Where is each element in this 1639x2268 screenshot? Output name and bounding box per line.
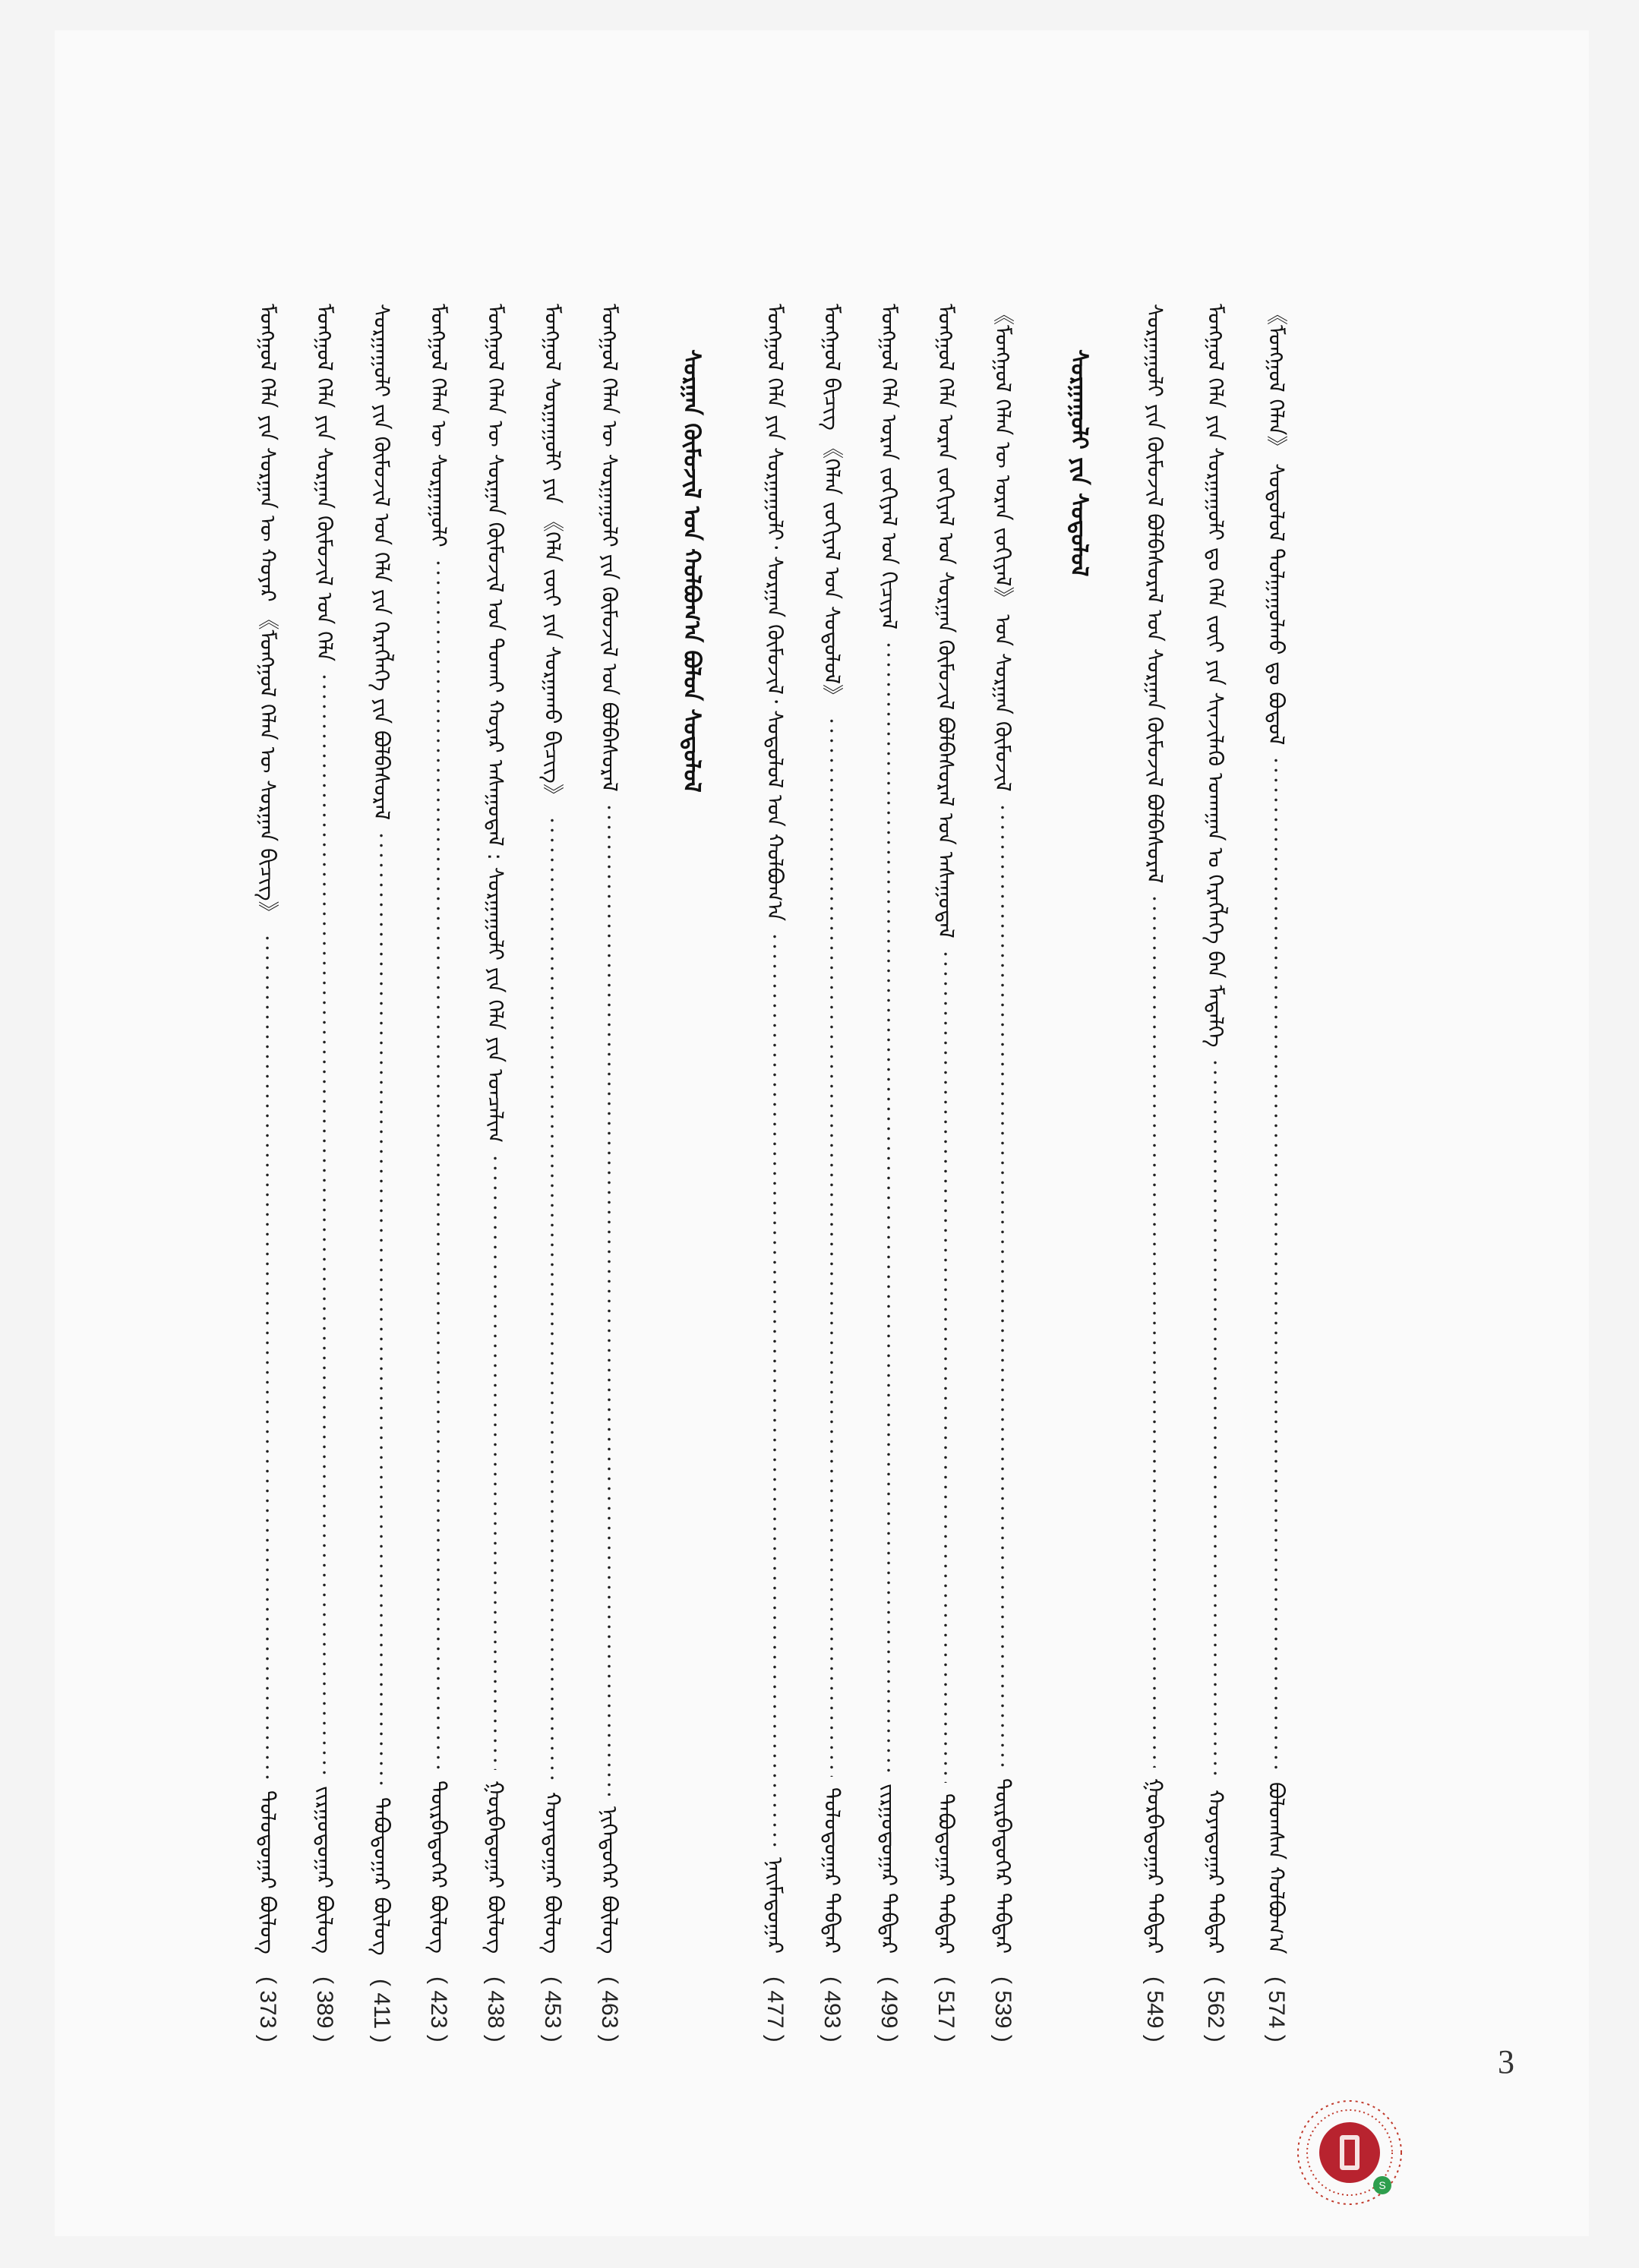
page-ref: ( 438 ) <box>483 1976 508 2042</box>
entry-title: ᠮᠣᠩᠭᠣᠯ ᠪᠢᠴᠢᠭ᠌ 《ᠬᠡᠯᠡᠨ ᠵᠣᠬᠢᠶᠠᠯ ᠤᠨ ᠰᠤᠳᠤᠯᠤᠯ》 <box>820 304 845 706</box>
entry-chapter: ᠪᠣᠯᠤᠭᠰᠠᠨ ᠬᠣᠯᠪᠣᠭ᠎ᠠ <box>1264 1781 1289 1954</box>
publisher-seal-icon <box>1293 2096 1407 2210</box>
page-number: 3 <box>1498 2043 1514 2080</box>
leader-dots <box>1001 803 1004 1768</box>
page-ref: ( 549 ) <box>1142 1976 1167 2042</box>
leader-dots <box>830 716 833 1777</box>
entry-title: ᠮᠣᠩᠭᠣᠯ ᠰᠤᠷᠭᠠᠭᠤᠯᠢ ᠶᠢᠨ 《ᠬᠡᠯᠡ ᠵᠦᠢ ᠶᠢᠨ ᠰᠤᠷᠭᠠᠬᠤ ᠪᠢᠴᠢᠭ᠌》 <box>540 304 565 805</box>
toc-entry[interactable] <box>980 304 1025 2042</box>
page-ref: ( 423 ) <box>426 1976 451 2042</box>
svg-text:S: S <box>1378 2179 1386 2191</box>
page-ref: ( 493 ) <box>820 1976 845 2042</box>
toc-entry[interactable] <box>302 304 347 2042</box>
leader-dots <box>551 815 554 1781</box>
page-ref: ( 411 ) <box>369 1978 394 2042</box>
entry-chapter: ᠬᠣᠶᠠᠳᠤᠭᠠᠷ ᠪᠦᠯᠦᠭ <box>540 1792 565 1954</box>
entry-title: ᠰᠤᠷᠭᠠᠭᠤᠯᠢ ᠶᠢᠨ ᠬᠦᠮᠦᠵᠢᠯ ᠪᠣᠯᠪᠠᠰᠤᠷᠠᠯ ᠤᠨ ᠰᠤᠷᠭᠠᠨ ᠬᠦᠮᠦᠵᠢᠯ ᠪᠣᠯᠪᠠᠰᠤᠷᠠᠯ <box>1142 304 1167 884</box>
leader-dots <box>1153 894 1156 1768</box>
entry-chapter: ᠲᠠᠪᠤᠳᠤᠭᠠᠷ ᠪᠦᠯᠦᠭ <box>369 1797 394 1956</box>
page-ref: ( 453 ) <box>540 1976 565 2042</box>
toc-entry[interactable] <box>1192 304 1238 2042</box>
entry-chapter: ᠭᠤᠷᠪᠠᠳᠤᠭᠠᠷ ᠳᠡᠪᠲᠡᠷ <box>1142 1778 1167 1954</box>
toc-entry[interactable] <box>809 304 854 2042</box>
entry-title: ᠮᠣᠩᠭᠣᠯ ᠬᠡᠯᠡ ᠤᠷᠠᠨ ᠵᠣᠬᠢᠶᠠᠯ ᠤᠨ ᠰᠤᠷᠭᠠᠨ ᠬᠦᠮᠦᠵᠢᠯ ᠪᠣᠯᠪᠠᠰᠤᠷᠠᠯ ᠤᠨ ᠠᠰᠠᠭᠤᠳᠠᠯ <box>933 304 958 938</box>
page-ref: ( 574 ) <box>1264 1976 1289 2042</box>
entry-chapter: ᠨᠢᠭᠡᠳᠦᠭᠡᠷ ᠪᠦᠯᠦᠭ <box>597 1806 622 1954</box>
toc-entry[interactable] <box>529 304 575 2042</box>
entry-chapter: ᠨᠠᠢᠮᠠᠳᠤᠭᠠᠷ <box>763 1857 788 1954</box>
page-ref: ( 517 ) <box>933 1976 958 2042</box>
entry-title: ᠮᠣᠩᠭᠣᠯ ᠬᠡᠯᠡᠨ ᠦ ᠰᠤᠷᠭᠠᠭᠤᠯᠢ ᠶᠢᠨ ᠬᠦᠮᠦᠵᠢᠯ ᠤᠨ ᠪᠣᠯᠪᠠᠰᠤᠷᠠᠯ <box>597 304 622 792</box>
section-heading <box>668 349 714 793</box>
toc-entry[interactable] <box>472 304 518 2042</box>
page <box>55 30 1589 2236</box>
entry-chapter: ᠭᠤᠷᠪᠠᠳᠤᠭᠠᠷ ᠪᠦᠯᠦᠭ <box>483 1781 508 1954</box>
entry-title: ᠮᠣᠩᠭᠣᠯ ᠬᠡᠯᠡ ᠶᠢᠨ ᠰᠤᠷᠭᠠᠨ ᠬᠦᠮᠦᠵᠢᠯ ᠤᠨ ᠬᠡᠯᠡ <box>312 304 337 662</box>
section-heading <box>1056 349 1101 576</box>
leader-dots <box>887 640 890 1773</box>
entry-title: 《ᠮᠣᠩᠭᠣᠯ ᠬᠡᠯᠡᠨ》 ᠰᠤᠳᠤᠯᠤᠯ ᠲᠤᠯᠭᠠᠭᠤᠯᠬᠤ ᠳᠤ ᠪᠣᠳᠤᠯ <box>1264 304 1289 746</box>
toc-entry[interactable] <box>1132 304 1177 2042</box>
toc-entry[interactable] <box>866 304 911 2042</box>
entry-title: ᠮᠣᠩᠭᠣᠯ ᠬᠡᠯᠡ ᠶᠢᠨ ᠰᠤᠷᠭᠠᠨ ᠦ ᠬᠣᠶᠠᠷ 《ᠮᠣᠩᠭᠣᠯ ᠬᠡᠯᠡᠨ ᠦ ᠰᠤᠷᠭᠠᠨ ᠪᠢᠴᠢᠭ᠌》 <box>255 304 280 923</box>
entry-title: 《ᠮᠣᠩᠭᠣᠯ ᠬᠡᠯᠡᠨ ᠦ ᠤᠷᠠᠨ ᠵᠣᠬᠢᠶᠠᠯ》 ᠤᠨ ᠰᠤᠷᠭᠠᠨ ᠬᠦᠮᠦᠵᠢᠯ <box>990 304 1015 792</box>
leader-dots <box>437 558 440 1771</box>
entry-chapter: ᠳᠥᠷᠪᠡᠳᠦᠭᠡᠷ ᠳᠡᠪᠲᠡᠷ <box>990 1778 1015 1954</box>
toc-entry[interactable] <box>245 304 290 2042</box>
section-heading-text: ᠰᠤᠷᠭᠠᠭᠤᠯᠢ ᠶᠢᠨ ᠰᠤᠳᠤᠯᠤᠯ <box>1066 349 1092 577</box>
entry-chapter: ᠵᠢᠷᠭᠤᠳᠤᠭᠠᠷ ᠪᠦᠯᠦᠭ <box>312 1786 337 1954</box>
leader-dots <box>323 672 326 1775</box>
leader-dots <box>1214 1058 1217 1779</box>
page-ref: ( 562 ) <box>1203 1976 1228 2042</box>
page-ref: ( 499 ) <box>876 1976 902 2042</box>
page-ref: ( 477 ) <box>763 1976 788 2042</box>
page-ref: ( 373 ) <box>255 1976 280 2042</box>
entry-title: ᠮᠣᠩᠭᠣᠯ ᠬᠡᠯᠡ ᠤᠷᠠᠨ ᠵᠣᠬᠢᠶᠠᠯ ᠤᠨ ᠬᠢᠴᠢᠶᠡᠯ <box>876 304 902 629</box>
leader-dots <box>944 949 947 1783</box>
entry-title: ᠮᠣᠩᠭᠣᠯ ᠬᠡᠯᠡᠨ ᠦ ᠰᠤᠷᠭᠠᠨ ᠬᠦᠮᠦᠵᠢᠯ ᠤᠨ ᠲᠤᠬᠠᠢ ᠬᠣᠶᠠᠷ ᠠᠰᠠᠭᠤᠳᠠᠯ : ᠰᠤᠷᠭᠠᠭᠤᠯᠢ ᠶᠢᠨ ᠬᠡᠯᠡ ᠶᠢᠨ ᠣᠨᠴᠠᠯᠢᠭ <box>483 304 508 1143</box>
entry-title: ᠰᠤᠷᠭᠠᠭᠤᠯᠢ ᠶᠢᠨ ᠬᠦᠮᠦᠵᠢᠯ ᠤᠨ ᠬᠡᠯᠡ ᠶᠢᠨ ᠬᠡᠷᠡᠭᠯᠡᠭᠡ ᠶᠢᠨ ᠪᠣᠯᠪᠠᠰᠤᠷᠠᠯ <box>369 304 394 821</box>
leader-dots <box>773 932 776 1847</box>
leader-dots <box>380 831 383 1787</box>
toc-entry[interactable] <box>752 304 797 2042</box>
leader-dots <box>494 1153 497 1770</box>
toc-entry[interactable] <box>923 304 968 2042</box>
leader-dots <box>608 803 611 1796</box>
entry-chapter: ᠳᠣᠯᠣᠳᠤᠭᠠᠷ ᠪᠦᠯᠦᠭ <box>255 1790 280 1954</box>
entry-title: ᠮᠣᠩᠭᠣᠯ ᠬᠡᠯᠡᠨ ᠦ ᠰᠤᠷᠭᠠᠭᠤᠯᠢ <box>426 304 451 547</box>
entry-chapter: ᠳᠥᠷᠪᠡᠳᠦᠭᠡᠷ ᠪᠦᠯᠦᠭ <box>426 1781 451 1954</box>
toc-entry[interactable] <box>415 304 461 2042</box>
leader-dots <box>1274 755 1277 1771</box>
page-ref: ( 389 ) <box>312 1976 337 2042</box>
entry-chapter: ᠬᠣᠶᠠᠳᠤᠭᠠᠷ ᠳᠡᠪᠲᠡᠷ <box>1203 1789 1228 1954</box>
entry-title: ᠮᠣᠩᠭᠣᠯ ᠬᠡᠯᠡ ᠶᠢᠨ ᠰᠤᠷᠭᠠᠭᠤᠯᠢ ᠳᠤ ᠬᠡᠯᠡ ᠵᠦᠢ ᠶᠢᠨ ᠰᠢᠨᠵᠢᠯᠡᠬᠦ ᠤᠬᠠᠭᠠᠨ ᠤ ᠬᠡᠷᠡᠭᠯᠡᠭᠡ ᠪᠠᠨ ᠮᠡᠳᠡᠯᠭᠡ <box>1203 304 1228 1048</box>
page-ref: ( 539 ) <box>990 1976 1015 2042</box>
toc-entry[interactable] <box>586 304 632 2042</box>
entry-title: ᠮᠣᠩᠭᠣᠯ ᠬᠡᠯᠡ ᠶᠢᠨ ᠰᠤᠷᠭᠠᠭᠤᠯᠢ᠂ ᠰᠤᠷᠭᠠᠨ ᠬᠦᠮᠦᠵᠢᠯ᠂ ᠰᠤᠳᠤᠯᠤᠯ ᠤᠨ ᠬᠣᠯᠪᠣᠭ᠎ᠠ <box>763 304 788 922</box>
section-heading-text: ᠰᠤᠷᠭᠠᠨ ᠬᠦᠮᠦᠵᠢᠯ ᠤᠨ ᠬᠣᠯᠪᠣᠭ᠎ᠠ ᠪᠣᠯᠤᠨ ᠰᠤᠳᠤᠯᠤᠯ <box>678 349 705 793</box>
entry-chapter: ᠳᠣᠯᠣᠳᠤᠭᠠᠷ ᠳᠡᠪᠲᠡᠷ <box>820 1787 845 1954</box>
toc-entry[interactable] <box>358 304 404 2042</box>
entry-chapter: ᠲᠠᠪᠤᠳᠤᠭᠠᠷ ᠳᠡᠪᠲᠡᠷ <box>933 1793 958 1954</box>
page-ref: ( 463 ) <box>597 1976 622 2042</box>
toc-entry[interactable] <box>1253 304 1299 2042</box>
entry-chapter: ᠵᠢᠷᠭᠤᠳᠤᠭᠠᠷ ᠳᠡᠪᠲᠡᠷ <box>876 1784 902 1954</box>
leader-dots <box>266 933 269 1780</box>
